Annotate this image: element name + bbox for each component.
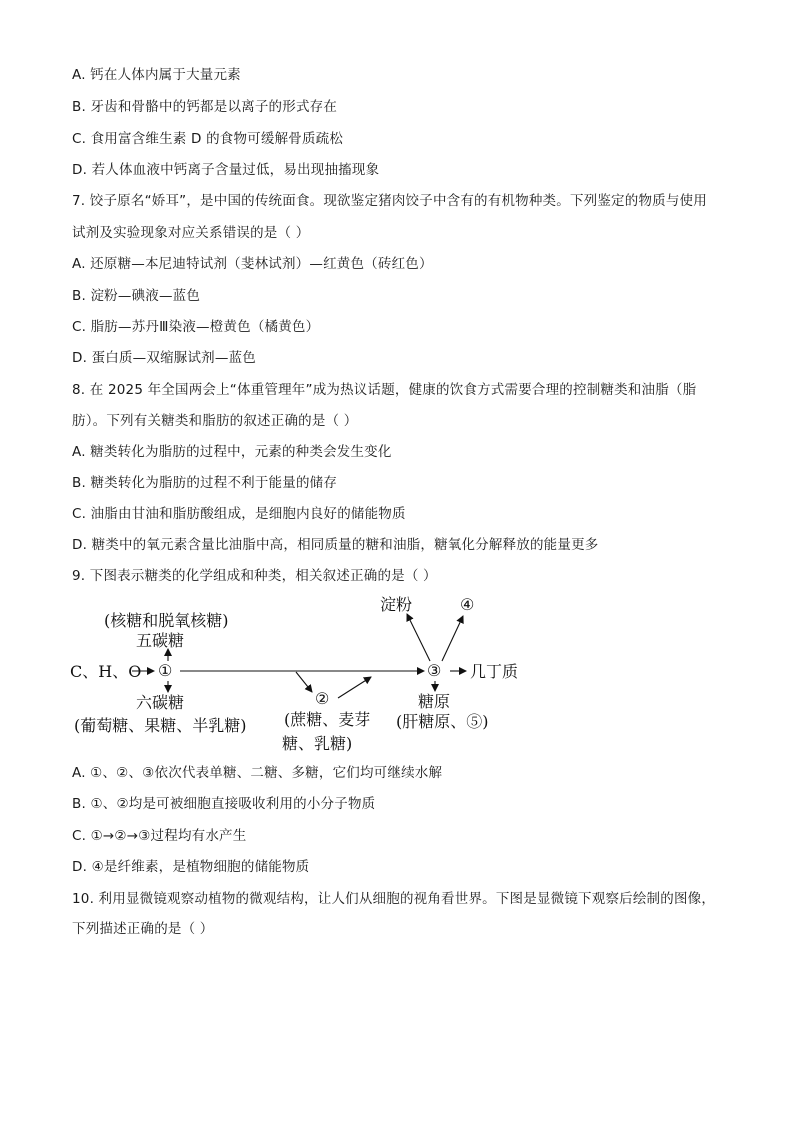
q8-stem-line2: 肪）。下列有关糖类和脂肪的叙述正确的是（ ）	[72, 413, 358, 429]
arrow-3-to-4	[442, 616, 463, 661]
starch-label: 淀粉	[380, 595, 413, 614]
q7-stem-line2: 试剂及实验现象对应关系错误的是（ ）	[72, 225, 310, 241]
node-4-label: ④	[460, 595, 475, 614]
q8-option-a: A. 糖类转化为脂肪的过程中，元素的种类会发生变化	[72, 444, 392, 460]
chitin-label: 几丁质	[470, 662, 519, 681]
q8-stem-line1: 8. 在 2025 年全国两会上“体重管理年”成为热议话题，健康的饮食方式需要合理的控制糖类和油脂（脂	[72, 382, 697, 398]
pentose-examples-label: (核糖和脱氧核糖)	[104, 611, 229, 630]
glycogen-label: 糖原	[418, 692, 451, 711]
q7-option-b: B. 淀粉—碘液—蓝色	[72, 288, 201, 304]
hexose-examples-label: (葡萄糖、果糖、半乳糖)	[74, 716, 247, 735]
q6-option-a: A. 钙在人体内属于大量元素	[72, 67, 241, 83]
elements-label: C、H、O	[70, 662, 142, 681]
node-2-label: ②	[315, 689, 330, 708]
q8-option-b: B. 糖类转化为脂肪的过程不利于能量的储存	[72, 475, 338, 491]
glycogen-examples-label: (肝糖原、⑤)	[396, 712, 489, 731]
node-3-label: ③	[427, 661, 442, 680]
q9-option-a: A. ①、②、③依次代表单糖、二糖、多糖，它们均可继续水解	[72, 765, 443, 781]
q9-option-b: B. ①、②均是可被细胞直接吸收利用的小分子物质	[72, 796, 376, 812]
disaccharide-examples-line1: (蔗糖、麦芽	[284, 710, 371, 729]
q7-option-c: C. 脂肪—苏丹Ⅲ染液—橙黄色（橘黄色）	[72, 319, 320, 335]
arrow-2-to-3	[338, 677, 371, 698]
q10-stem-line2: 下列描述正确的是（ ）	[72, 921, 214, 937]
pentose-label: 五碳糖	[136, 631, 185, 650]
q10-stem-line1: 10. 利用显微镜观察动植物的微观结构，让人们从细胞的视角看世界。下图是显微镜下观察后绘制的图像，	[72, 891, 716, 907]
node-1-label: ①	[158, 661, 173, 680]
q9-option-d: D. ④是纤维素，是植物细胞的储能物质	[72, 859, 310, 875]
hexose-label: 六碳糖	[136, 693, 185, 712]
q7-option-d: D. 蛋白质—双缩脲试剂—蓝色	[72, 350, 256, 366]
disaccharide-examples-line2: 糖、乳糖)	[282, 734, 353, 753]
arrow-1-to-2	[296, 672, 312, 692]
q9-option-c: C. ①→②→③过程均有水产生	[72, 828, 247, 844]
q6-option-c: C. 食用富含维生素 D 的食物可缓解骨质疏松	[72, 131, 344, 147]
sugar-classification-diagram	[60, 586, 580, 758]
arrow-3-to-starch	[407, 614, 430, 661]
q8-option-c: C. 油脂由甘油和脂肪酸组成，是细胞内良好的储能物质	[72, 506, 406, 522]
q8-option-d: D. 糖类中的氧元素含量比油脂中高，相同质量的糖和油脂，糖氧化分解释放的能量更多	[72, 537, 599, 553]
q9-stem: 9. 下图表示糖类的化学组成和种类，相关叙述正确的是（ ）	[72, 568, 437, 584]
q6-option-d: D. 若人体血液中钙离子含量过低，易出现抽搐现象	[72, 162, 380, 178]
q6-option-b: B. 牙齿和骨骼中的钙都是以离子的形式存在	[72, 99, 338, 115]
q7-stem-line1: 7. 饺子原名“娇耳”，是中国的传统面食。现欲鉴定猪肉饺子中含有的有机物种类。下列鉴定的物质与使用	[72, 193, 707, 209]
q7-option-a: A. 还原糖—本尼迪特试剂（斐林试剂）—红黄色（砖红色）	[72, 256, 433, 272]
